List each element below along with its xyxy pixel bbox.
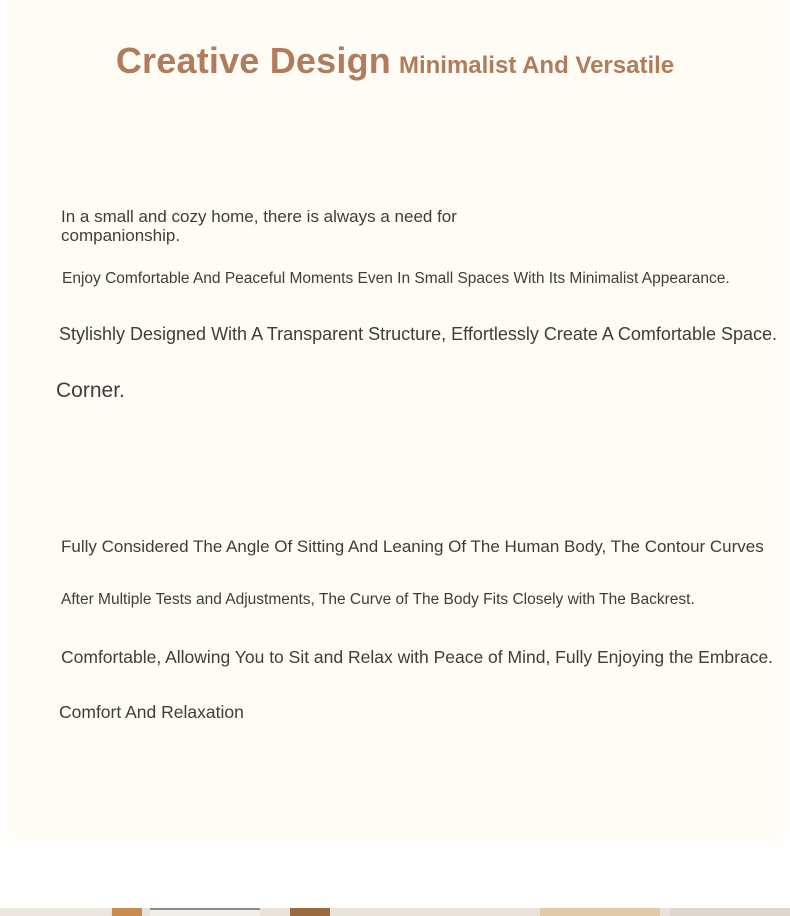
next-section-image-edge	[0, 908, 790, 916]
relax-text: Comfort And Relaxation	[59, 702, 244, 722]
image-chunk	[670, 908, 790, 916]
intro-text: In a small and cozy home, there is always a need for companionship.	[61, 207, 457, 245]
image-chunk	[112, 908, 142, 916]
comfortable-text: Comfortable, Allowing You to Sit and Relax with Peace of Mind, Fully Enjoying the Embrace.	[61, 647, 774, 667]
corner-text: Corner.	[56, 379, 125, 402]
heading-main: Creative Design	[115, 40, 391, 81]
image-chunk	[540, 908, 660, 916]
image-chunk	[0, 908, 110, 916]
considered-text: Fully Considered The Angle Of Sitting And Leaning Of The Human Body, The Contour Curves	[61, 537, 764, 556]
heading-sub: Minimalist And Versatile	[398, 52, 675, 79]
page-heading	[0, 40, 790, 82]
image-chunk	[290, 908, 330, 916]
enjoy-text: Enjoy Comfortable And Peaceful Moments Even In Small Spaces With Its Minimalist Appearance.	[62, 270, 730, 287]
image-chunk	[150, 908, 260, 916]
tests-text: After Multiple Tests and Adjustments, The Curve of The Body Fits Closely with The Backrest.	[61, 591, 695, 608]
stylish-text: Stylishly Designed With A Transparent Structure, Effortlessly Create A Comfortable Space.	[59, 324, 778, 344]
